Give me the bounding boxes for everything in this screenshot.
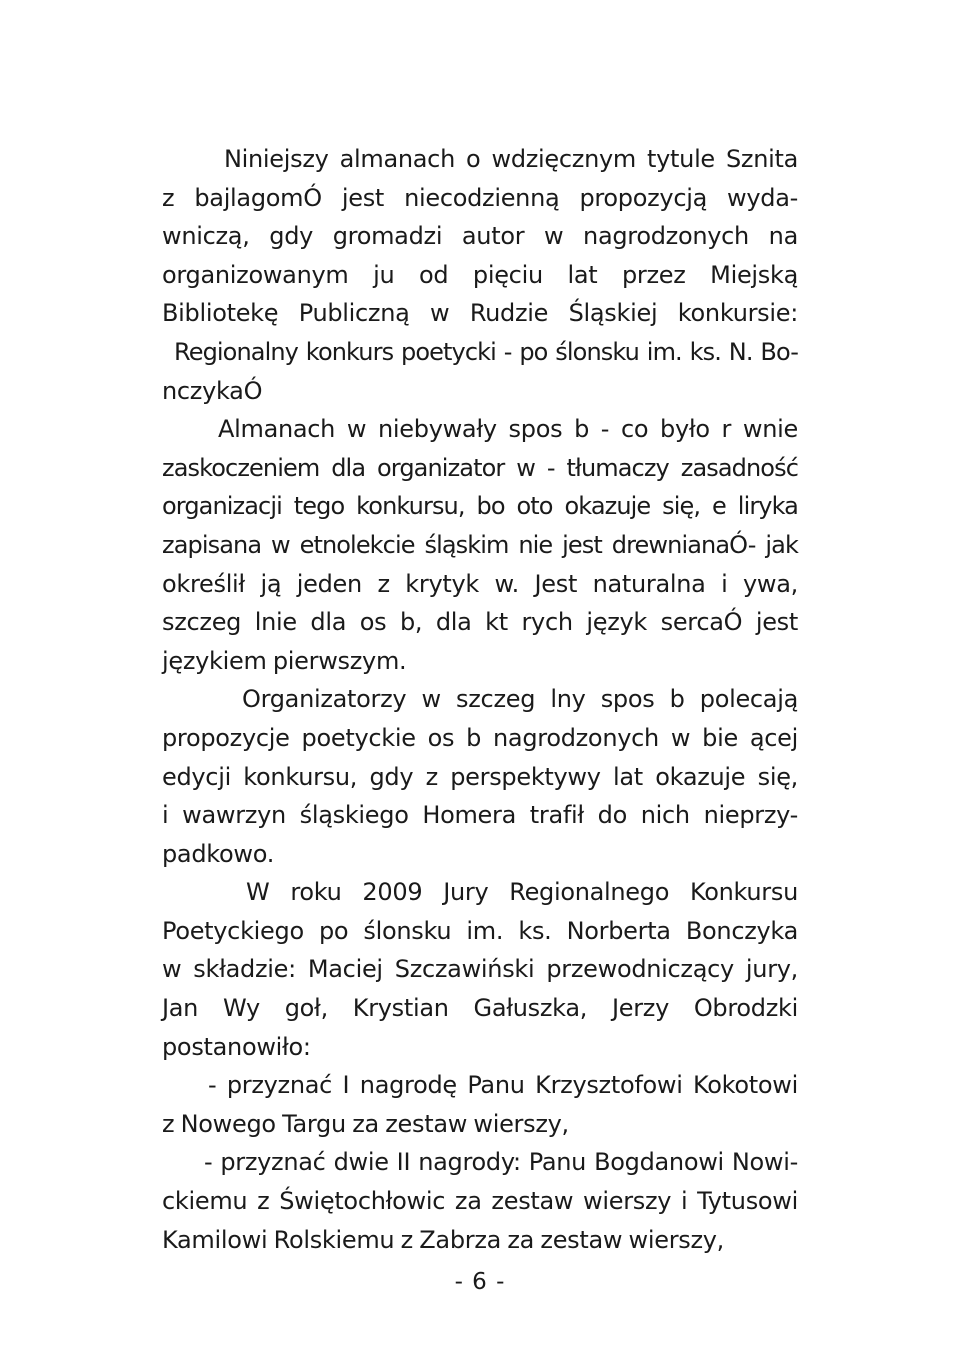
paragraph-jury <box>162 873 798 1066</box>
text-line: - przyznać dwie II nagrody: Panu Bogdanowi Nowi- <box>204 1148 798 1177</box>
text-line: zaskoczeniem dla organizator w - tłumaczy zasadność <box>162 453 798 482</box>
text-line: Regionalny konkurs poetycki - po ślonsku im. ks. N. Bo- <box>174 337 798 366</box>
text-line: postanowiło: <box>162 1032 311 1061</box>
text-line: Almanach w niebywały spos b - co było r wnie <box>218 415 798 444</box>
paragraph-intro <box>162 140 798 410</box>
text-line: Niniejszy almanach o wdzięcznym tytule Sznita <box>224 145 798 173</box>
paragraph-award-second <box>162 1143 798 1259</box>
text-line: określił ją jeden z krytyk w. Jest naturalna i ywa, <box>162 569 798 598</box>
text-line: propozycje poetyckie os b nagrodzonych w bie ącej <box>162 723 798 752</box>
text-line: i wawrzyn śląskiego Homera trafił do nich nieprzy- <box>162 801 798 830</box>
text-line: padkowo. <box>162 839 275 868</box>
text-line: W roku 2009 Jury Regionalnego Konkursu <box>246 878 798 907</box>
paragraph-almanach <box>162 410 798 680</box>
text-line: językiem pierwszym. <box>162 646 407 675</box>
text-line: Jan Wy goł, Krystian Gałuszka, Jerzy Obrodzki <box>162 994 798 1023</box>
text-line: z Nowego Targu za zestaw wierszy, <box>162 1109 569 1138</box>
text-line: szczeg lnie dla os b, dla kt rych język sercaÓ jest <box>162 608 798 637</box>
text-line: organizowanym ju od pięciu lat przez Miejską <box>162 260 798 289</box>
text-line: Bibliotekę Publiczną w Rudzie Śląskiej konkursie: <box>162 299 798 328</box>
text-line: ckiemu z Świętochłowic za zestaw wierszy i Tytusowi <box>162 1187 798 1216</box>
text-line: wniczą, gdy gromadzi autor w nagrodzonych na <box>162 222 798 251</box>
text-line: organizacji tego konkursu, bo oto okazuje się, e liryka <box>162 492 798 521</box>
text-line: Kamilowi Rolskiemu z Zabrza za zestaw wierszy, <box>162 1225 725 1254</box>
document-page <box>162 140 798 1259</box>
paragraph-award-first <box>162 1066 798 1143</box>
text-line: Organizatorzy w szczeg lny spos b polecają <box>242 685 798 714</box>
text-line: Poetyckiego po ślonsku im. ks. Norberta Bonczyka <box>162 916 798 945</box>
text-line: z bajlagomÓ jest niecodzienną propozycją wyda- <box>162 183 798 212</box>
text-line: nczykaÓ <box>162 376 263 405</box>
text-line: w składzie: Maciej Szczawiński przewodniczący jury, <box>162 955 798 984</box>
text-line: edycji konkursu, gdy z perspektywy lat okazuje się, <box>162 762 798 791</box>
text-line: zapisana w etnolekcie śląskim nie jest drewnianaÓ- jak <box>162 530 798 559</box>
paragraph-organizers <box>162 680 798 873</box>
text-line: - przyznać I nagrodę Panu Krzysztofowi Kokotowi <box>208 1071 798 1100</box>
page-number: - 6 - <box>454 1269 506 1295</box>
